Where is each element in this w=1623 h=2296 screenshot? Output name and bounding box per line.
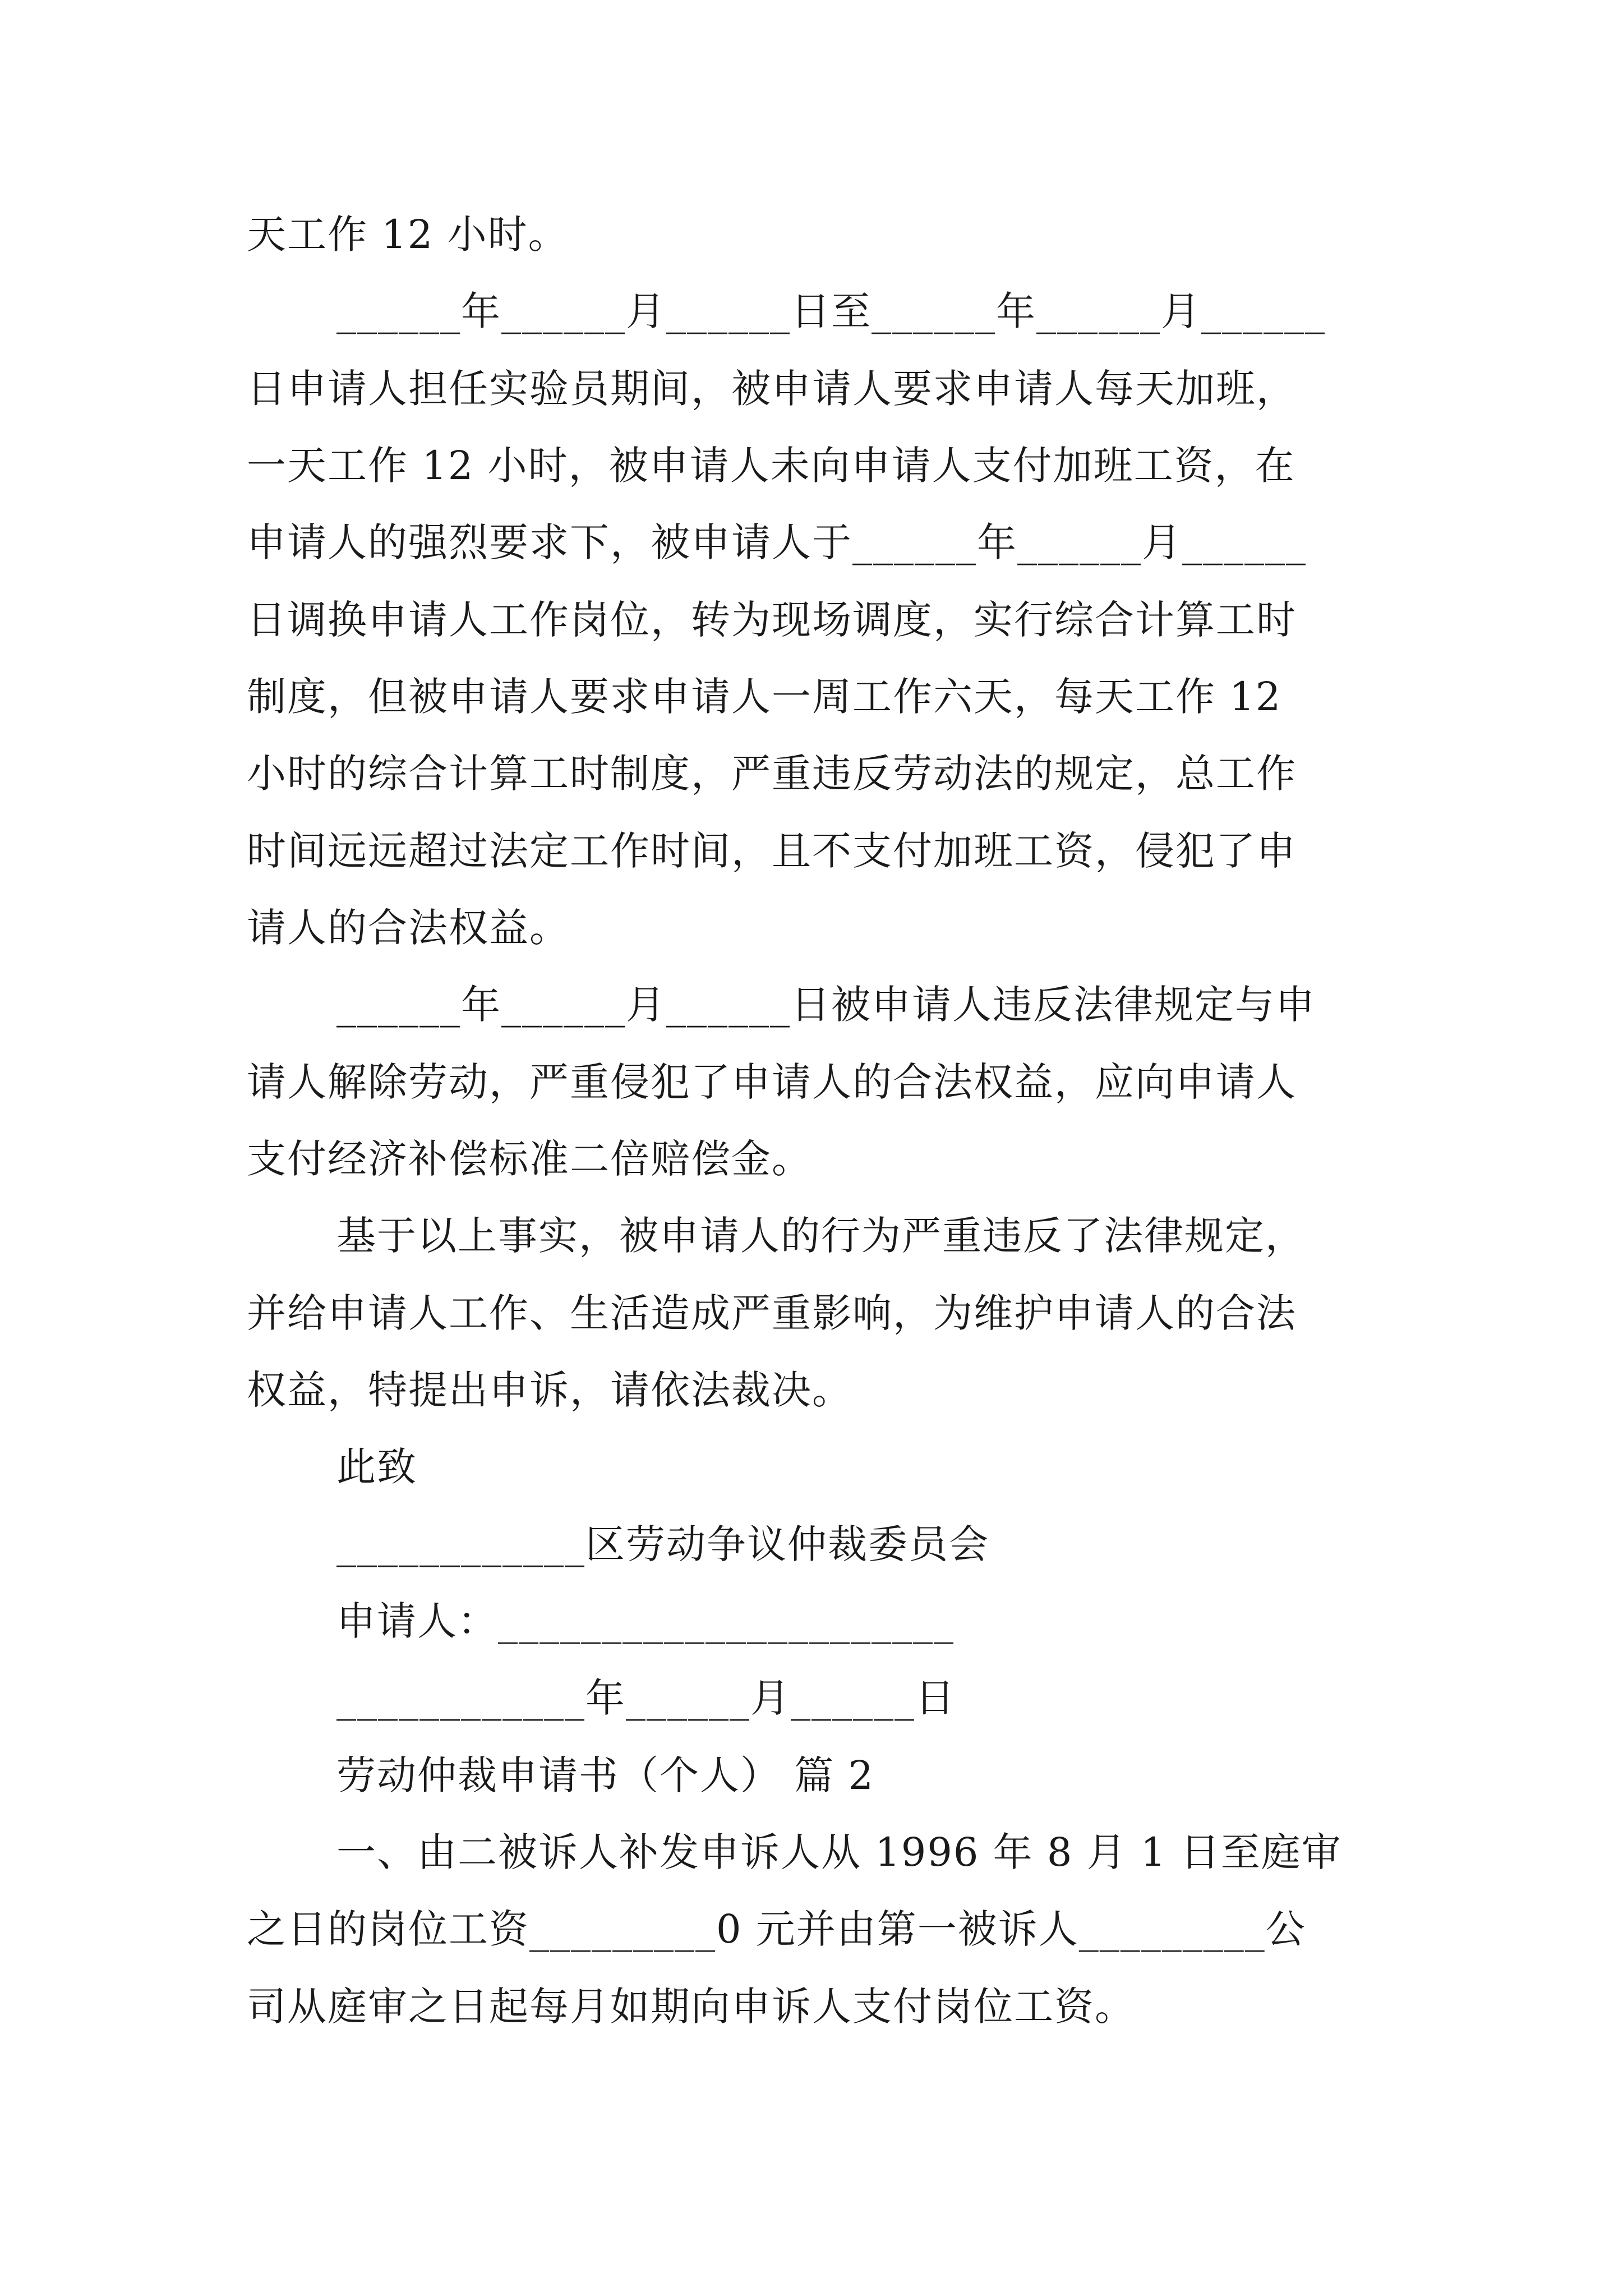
text-line: 时间远远超过法定工作时间，且不支付加班工资，侵犯了申 [247, 828, 1297, 874]
salutation: 此致 [336, 1444, 417, 1490]
text-line: 请人的合法权益。 [247, 905, 570, 951]
text-line: 一、由二被诉人补发申诉人从 1996 年 8 月 1 日至庭审 [336, 1829, 1342, 1875]
text-line: 一天工作 12 小时，被申请人未向申请人支付加班工资，在 [247, 443, 1295, 489]
text-line: 支付经济补偿标准二倍赔偿金。 [247, 1136, 812, 1182]
text-line: 制度，但被申请人要求申请人一周工作六天，每天工作 12 [247, 674, 1282, 720]
text-line: 基于以上事实，被申请人的行为严重违反了法律规定， [336, 1213, 1306, 1259]
date-line: ____________年______月______日 [336, 1675, 956, 1721]
text-line: 天工作 12 小时。 [247, 211, 569, 257]
section-heading: 劳动仲裁申请书（个人） 篇 2 [336, 1752, 875, 1798]
text-line: 日申请人担任实验员期间，被申请人要求申请人每天加班， [247, 366, 1297, 412]
text-line: 小时的综合计算工时制度，严重违反劳动法的规定，总工作 [247, 751, 1297, 797]
text-line: 申请人的强烈要求下，被申请人于______年______月______ [247, 519, 1307, 565]
recipient-line: ____________区劳动争议仲裁委员会 [336, 1521, 989, 1567]
text-line: ______年______月______日被申请人违反法律规定与申 [336, 982, 1316, 1028]
applicant-signature-line: 申请人：______________________ [336, 1598, 955, 1644]
text-line: 日调换申请人工作岗位，转为现场调度，实行综合计算工时 [247, 597, 1297, 643]
text-line: 请人解除劳动，严重侵犯了申请人的合法权益，应向申请人 [247, 1059, 1297, 1105]
text-line: 司从庭审之日起每月如期向申诉人支付岗位工资。 [247, 1984, 1135, 2030]
text-line: ______年______月______日至______年______月______ [336, 288, 1326, 334]
text-line: 权益，特提出申诉，请依法裁决。 [247, 1367, 852, 1413]
text-line: 之日的岗位工资_________0 元并由第一被诉人_________公 [247, 1906, 1306, 1952]
text-line: 并给申请人工作、生活造成严重影响，为维护申请人的合法 [247, 1290, 1297, 1336]
